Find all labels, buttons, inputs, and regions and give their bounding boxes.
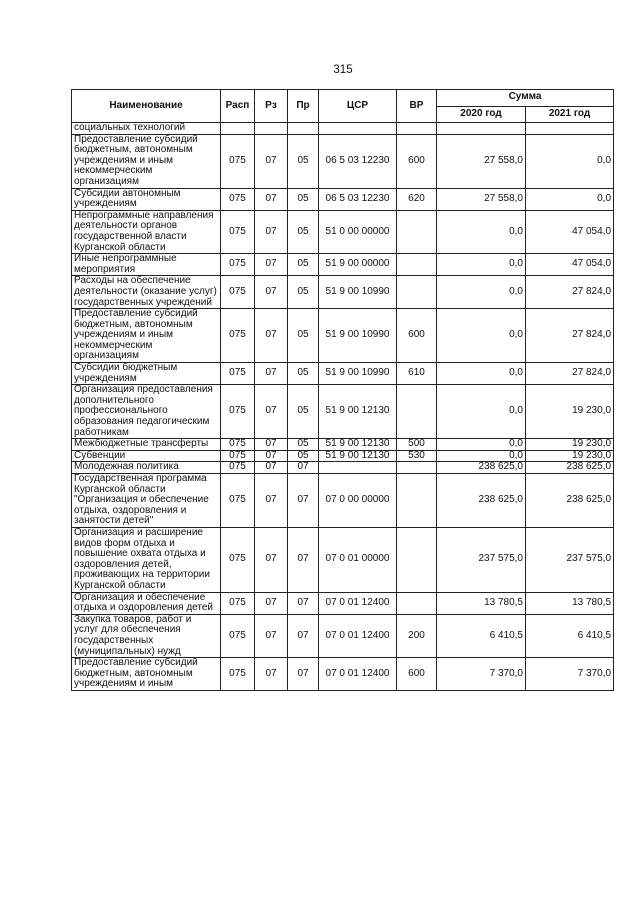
table-row xyxy=(72,134,614,188)
cell-vr xyxy=(397,527,437,592)
cell-rasp: 075 xyxy=(221,385,255,439)
cell-pr: 05 xyxy=(288,276,319,309)
table-row xyxy=(72,123,614,135)
cell-y2020: 7 370,0 xyxy=(437,658,526,691)
cell-y2021: 27 824,0 xyxy=(526,309,614,363)
cell-rz: 07 xyxy=(255,527,288,592)
cell-csr: 51 9 00 10990 xyxy=(319,363,397,385)
table-row xyxy=(72,385,614,439)
cell-pr: 05 xyxy=(288,134,319,188)
cell-csr: 51 0 00 00000 xyxy=(319,210,397,253)
cell-y2020: 0,0 xyxy=(437,385,526,439)
cell-pr: 05 xyxy=(288,309,319,363)
header-csr: ЦСР xyxy=(319,90,397,123)
cell-rasp: 075 xyxy=(221,527,255,592)
cell-pr: 07 xyxy=(288,658,319,691)
cell-rasp: 075 xyxy=(221,254,255,276)
cell-csr: 51 9 00 10990 xyxy=(319,276,397,309)
cell-vr: 200 xyxy=(397,614,437,657)
header-year-2020: 2020 год xyxy=(437,106,526,123)
cell-y2020: 238 625,0 xyxy=(437,462,526,474)
cell-rz: 07 xyxy=(255,276,288,309)
cell-y2021 xyxy=(526,123,614,135)
cell-rz: 07 xyxy=(255,439,288,451)
cell-vr: 500 xyxy=(397,439,437,451)
table-row xyxy=(72,450,614,462)
cell-vr: 620 xyxy=(397,188,437,210)
cell-rasp: 075 xyxy=(221,276,255,309)
cell-name: Организация предоставления дополнительного профессионального образования педагогическим работникам xyxy=(72,385,221,439)
cell-name: Субсидии автономным учреждениям xyxy=(72,188,221,210)
cell-csr: 07 0 01 12400 xyxy=(319,592,397,614)
table-row xyxy=(72,188,614,210)
cell-rz: 07 xyxy=(255,134,288,188)
cell-vr xyxy=(397,592,437,614)
cell-rasp: 075 xyxy=(221,210,255,253)
cell-y2020: 0,0 xyxy=(437,363,526,385)
cell-vr xyxy=(397,123,437,135)
cell-csr: 51 9 00 00000 xyxy=(319,254,397,276)
cell-vr xyxy=(397,474,437,528)
header-row xyxy=(72,90,614,107)
cell-name: Организация и расширение видов форм отдыха и повышение охвата отдыха и оздоровления детей, проживающих на территории Курганской области xyxy=(72,527,221,592)
cell-vr xyxy=(397,254,437,276)
cell-y2020: 237 575,0 xyxy=(437,527,526,592)
table-row xyxy=(72,527,614,592)
cell-pr: 05 xyxy=(288,363,319,385)
cell-pr: 05 xyxy=(288,254,319,276)
budget-table xyxy=(71,89,614,691)
cell-y2021: 0,0 xyxy=(526,188,614,210)
cell-rasp: 075 xyxy=(221,450,255,462)
cell-csr: 06 5 03 12230 xyxy=(319,188,397,210)
cell-pr: 05 xyxy=(288,210,319,253)
cell-csr xyxy=(319,462,397,474)
cell-y2021: 19 230,0 xyxy=(526,385,614,439)
cell-pr: 07 xyxy=(288,462,319,474)
cell-y2021: 6 410,5 xyxy=(526,614,614,657)
cell-name: Предоставление субсидий бюджетным, автономным учреждениям и иным некоммерческим организациям xyxy=(72,309,221,363)
cell-pr: 07 xyxy=(288,592,319,614)
cell-rz xyxy=(255,123,288,135)
cell-rasp: 075 xyxy=(221,658,255,691)
table-row xyxy=(72,363,614,385)
cell-y2021: 237 575,0 xyxy=(526,527,614,592)
cell-pr: 07 xyxy=(288,614,319,657)
cell-pr: 07 xyxy=(288,527,319,592)
cell-pr: 05 xyxy=(288,450,319,462)
table-row xyxy=(72,276,614,309)
cell-name: Предоставление субсидий бюджетным, автономным учреждениям и иным xyxy=(72,658,221,691)
cell-csr: 07 0 01 12400 xyxy=(319,658,397,691)
table-row xyxy=(72,462,614,474)
table-row xyxy=(72,474,614,528)
page-number: 315 xyxy=(333,64,353,76)
header-vr: ВР xyxy=(397,90,437,123)
cell-csr: 06 5 03 12230 xyxy=(319,134,397,188)
cell-rz: 07 xyxy=(255,462,288,474)
cell-y2020: 0,0 xyxy=(437,210,526,253)
cell-y2020: 0,0 xyxy=(437,309,526,363)
cell-y2021: 27 824,0 xyxy=(526,363,614,385)
header-name: Наименование xyxy=(72,90,221,123)
cell-name: Организация и обеспечение отдыха и оздоровления детей xyxy=(72,592,221,614)
header-pr: Пр xyxy=(288,90,319,123)
cell-pr: 07 xyxy=(288,474,319,528)
cell-rasp: 075 xyxy=(221,188,255,210)
cell-csr: 51 9 00 12130 xyxy=(319,385,397,439)
cell-rz: 07 xyxy=(255,592,288,614)
table-row xyxy=(72,439,614,451)
cell-rasp: 075 xyxy=(221,474,255,528)
cell-name: Непрограммные направления деятельности органов государственной власти Курганской области xyxy=(72,210,221,253)
cell-rasp: 075 xyxy=(221,614,255,657)
cell-y2020: 6 410,5 xyxy=(437,614,526,657)
cell-csr: 51 9 00 12130 xyxy=(319,450,397,462)
cell-y2020: 27 558,0 xyxy=(437,134,526,188)
cell-rasp xyxy=(221,123,255,135)
cell-rasp: 075 xyxy=(221,462,255,474)
cell-vr: 610 xyxy=(397,363,437,385)
cell-y2021: 47 054,0 xyxy=(526,210,614,253)
cell-name: Расходы на обеспечение деятельности (оказание услуг) государственных учреждений xyxy=(72,276,221,309)
header-rz: Рз xyxy=(255,90,288,123)
cell-vr xyxy=(397,462,437,474)
cell-rz: 07 xyxy=(255,188,288,210)
cell-y2021: 19 230,0 xyxy=(526,450,614,462)
cell-name: Молодежная политика xyxy=(72,462,221,474)
cell-rz: 07 xyxy=(255,210,288,253)
cell-csr xyxy=(319,123,397,135)
cell-csr: 07 0 01 12400 xyxy=(319,614,397,657)
cell-name: социальных технологий xyxy=(72,123,221,135)
cell-rz: 07 xyxy=(255,614,288,657)
table-row xyxy=(72,254,614,276)
cell-rz: 07 xyxy=(255,363,288,385)
cell-y2020: 0,0 xyxy=(437,450,526,462)
cell-y2021: 238 625,0 xyxy=(526,462,614,474)
table-row xyxy=(72,210,614,253)
cell-rz: 07 xyxy=(255,254,288,276)
cell-vr: 600 xyxy=(397,134,437,188)
table-row xyxy=(72,592,614,614)
cell-y2021: 13 780,5 xyxy=(526,592,614,614)
cell-y2020: 13 780,5 xyxy=(437,592,526,614)
cell-csr: 07 0 00 00000 xyxy=(319,474,397,528)
cell-vr xyxy=(397,385,437,439)
header-year-2021: 2021 год xyxy=(526,106,614,123)
table-row xyxy=(72,658,614,691)
cell-name: Предоставление субсидий бюджетным, автономным учреждениям и иным некоммерческим организациям xyxy=(72,134,221,188)
cell-rz: 07 xyxy=(255,474,288,528)
cell-rz: 07 xyxy=(255,385,288,439)
cell-vr xyxy=(397,210,437,253)
cell-rasp: 075 xyxy=(221,592,255,614)
cell-y2020: 0,0 xyxy=(437,276,526,309)
cell-y2020 xyxy=(437,123,526,135)
table-row xyxy=(72,309,614,363)
cell-rasp: 075 xyxy=(221,309,255,363)
cell-csr: 51 9 00 10990 xyxy=(319,309,397,363)
cell-y2021: 19 230,0 xyxy=(526,439,614,451)
cell-vr: 530 xyxy=(397,450,437,462)
cell-y2020: 27 558,0 xyxy=(437,188,526,210)
cell-csr: 07 0 01 00000 xyxy=(319,527,397,592)
cell-rz: 07 xyxy=(255,309,288,363)
cell-rasp: 075 xyxy=(221,134,255,188)
cell-name: Иные непрограммные мероприятия xyxy=(72,254,221,276)
cell-name: Субвенции xyxy=(72,450,221,462)
cell-y2021: 47 054,0 xyxy=(526,254,614,276)
header-rasp: Расп xyxy=(221,90,255,123)
cell-y2021: 27 824,0 xyxy=(526,276,614,309)
cell-pr: 05 xyxy=(288,385,319,439)
cell-y2021: 0,0 xyxy=(526,134,614,188)
cell-name: Межбюджетные трансферты xyxy=(72,439,221,451)
cell-rz: 07 xyxy=(255,450,288,462)
cell-vr: 600 xyxy=(397,309,437,363)
cell-y2020: 0,0 xyxy=(437,439,526,451)
cell-y2020: 238 625,0 xyxy=(437,474,526,528)
cell-y2021: 7 370,0 xyxy=(526,658,614,691)
cell-name: Закупка товаров, работ и услуг для обеспечения государственных (муниципальных) нужд xyxy=(72,614,221,657)
cell-pr xyxy=(288,123,319,135)
cell-name: Государственная программа Курганской области "Организация и обеспечение отдыха, оздоровления и занятости детей" xyxy=(72,474,221,528)
cell-vr xyxy=(397,276,437,309)
cell-y2021: 238 625,0 xyxy=(526,474,614,528)
cell-vr: 600 xyxy=(397,658,437,691)
cell-rasp: 075 xyxy=(221,363,255,385)
cell-rz: 07 xyxy=(255,658,288,691)
cell-rasp: 075 xyxy=(221,439,255,451)
cell-pr: 05 xyxy=(288,439,319,451)
cell-y2020: 0,0 xyxy=(437,254,526,276)
cell-pr: 05 xyxy=(288,188,319,210)
header-sum: Сумма xyxy=(437,90,614,107)
cell-csr: 51 9 00 12130 xyxy=(319,439,397,451)
table-row xyxy=(72,614,614,657)
cell-name: Субсидии бюджетным учреждениям xyxy=(72,363,221,385)
